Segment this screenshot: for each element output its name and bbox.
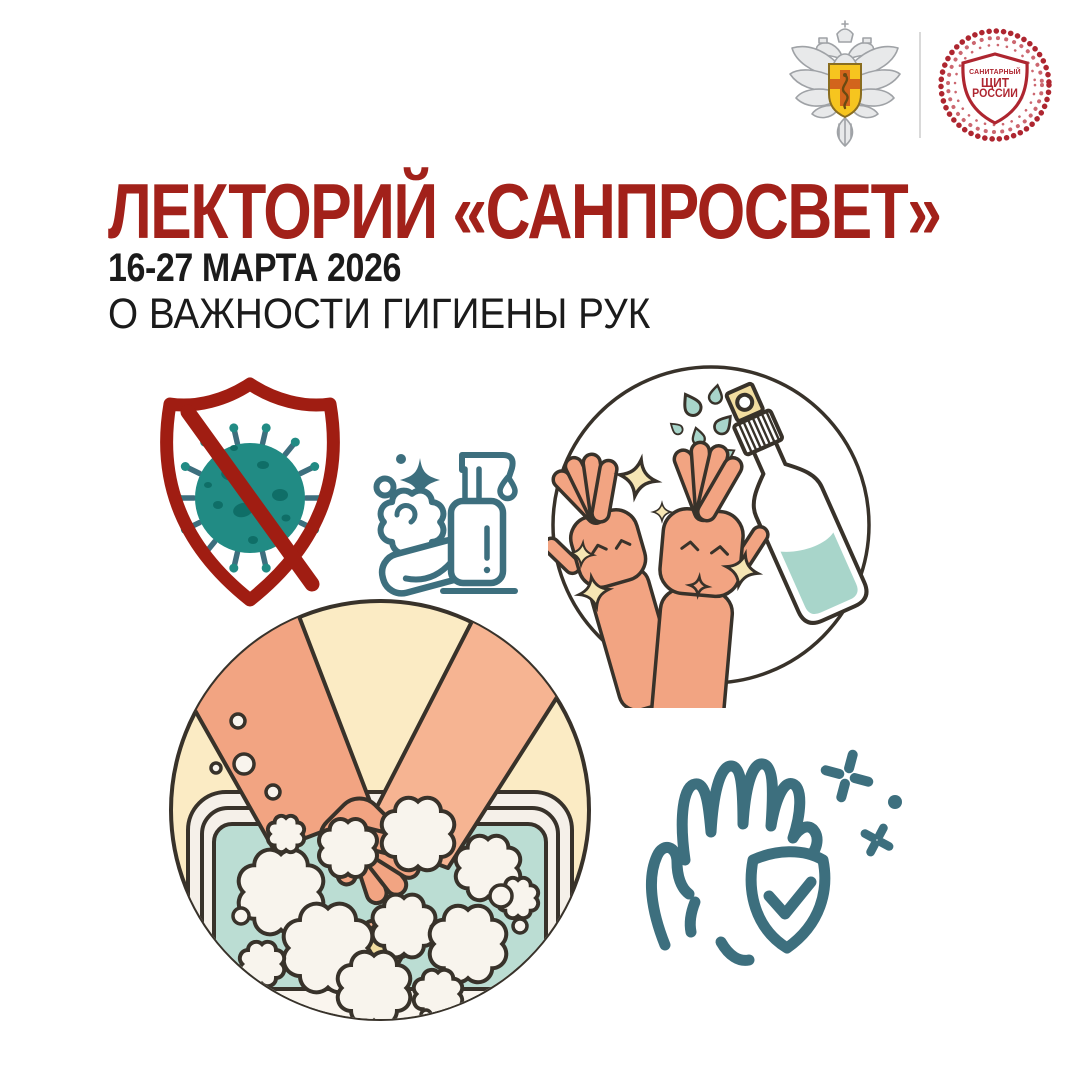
protected-clean-hand-icon bbox=[635, 710, 927, 1002]
bubble-dot bbox=[396, 454, 406, 464]
shield-check-icon bbox=[751, 852, 825, 948]
event-topic-text: О ВАЖНОСТИ ГИГИЕНЫ РУК bbox=[108, 290, 651, 338]
logo-line-2: ЩИТ bbox=[980, 74, 1010, 90]
event-dates bbox=[108, 246, 453, 291]
event-title bbox=[108, 166, 1080, 257]
soap-drop-icon bbox=[500, 477, 515, 499]
sparkles bbox=[820, 749, 895, 858]
san-shield-logo bbox=[936, 26, 1054, 144]
soap-bar-and-dispenser-icon bbox=[365, 425, 543, 613]
event-topic bbox=[108, 290, 711, 339]
event-dates-text: 16-27 МАРТА 2026 bbox=[108, 246, 401, 290]
logos-divider bbox=[919, 32, 921, 138]
hands-with-sanitizer-spray-illustration bbox=[548, 362, 874, 708]
event-title-text: ЛЕКТОРИЙ «САНПРОСВЕТ» bbox=[108, 167, 941, 255]
san-shield-logo-text bbox=[941, 68, 1050, 101]
sparkle-dot bbox=[888, 795, 902, 809]
hands-washing-in-sink-illustration bbox=[166, 596, 594, 1024]
rospotrebnadzor-eagle-emblem bbox=[786, 20, 904, 148]
prohibition-shield-icon bbox=[167, 384, 334, 600]
logo-line-3: РОССИИ bbox=[972, 88, 1018, 101]
bubble-ring bbox=[377, 479, 394, 496]
logo-line-1: САНИТАРНЫЙ bbox=[969, 67, 1021, 76]
soap-dispenser-icon bbox=[443, 455, 515, 591]
medical-shield-icon bbox=[829, 64, 861, 117]
no-virus-shield-icon bbox=[148, 370, 353, 615]
